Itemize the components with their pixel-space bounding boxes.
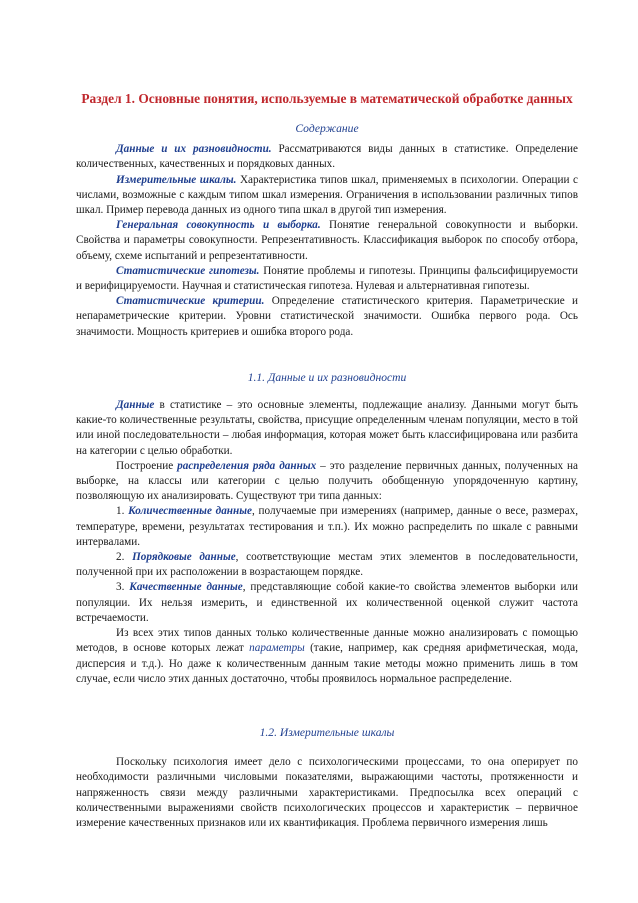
term: распределения ряда данных (177, 459, 317, 472)
list-item-number: 1. (116, 505, 129, 518)
list-item-number: 2. (116, 551, 133, 564)
contents-item-text: Рассматриваются виды данных в статистике. Определение количественных, качественных и порядковых данных. (76, 143, 578, 171)
contents-item-text: Определение статистического критерия. Параметрические и непараметрические критерии. Уровни статистической значимости. Ошибка первого рода. Ось значимости. Мощность критериев и ошибка второго рода. (76, 295, 578, 338)
term: параметры (249, 642, 305, 655)
term: Данные (116, 399, 155, 412)
paragraph-text: , соответствующие местам этих элементов в последовательности, полученной при их расположении в возрастающем порядке. (76, 551, 578, 579)
paragraph (76, 398, 578, 459)
list-item (76, 504, 578, 550)
contents-item-text: Понятие генеральной совокупности и выборки. Свойства и параметры совокупности. Репрезентативность. Классификация выборок по способу отбора, объему, схеме испытаний и репрезентативности. (76, 219, 578, 262)
contents-list (76, 142, 578, 340)
section-heading: 1.2. Измерительные шкалы (259, 725, 395, 739)
contents-item-text: Характеристика типов шкал, применяемых в психологии. Операции с числами, возможные с каждым типом шкал измерения. Ограничения в использовании различных типов шкал. Пример перевода данных из одного типа шкал в другой тип измерения. (76, 173, 578, 217)
contents-item-term: Генеральная совокупность и выборка. (116, 219, 321, 232)
contents-item-term: Статистические критерии. (116, 295, 265, 308)
paragraph-text: Из всех этих типов данных только количественные данные можно анализировать с помощью методов, в основе которых лежат (76, 627, 578, 655)
term: Порядковые данные (132, 551, 236, 564)
contents-item-term: Измерительные шкалы. (116, 173, 237, 186)
document-title: Раздел 1. Основные понятия, используемые в математической обработке данных (81, 91, 573, 106)
paragraph-text: в статистике – это основные элементы, подлежащие анализу. Данными могут быть какие-то количественные результаты, свойства, присущие определенным членам популяции, место в той или иной последовательности – любая информация, которая может быть классифицирована или разбита на категории с целью обработки. (76, 399, 578, 457)
paragraph-text: (такие, например, как средняя арифметическая, мода, дисперсия и т.д.). Но даже к количественным данным такие методы можно применить лишь в том случае, если число этих данных достаточно, чтобы проявилось нормальное распределение. (76, 642, 578, 685)
section-body (76, 398, 578, 687)
contents-heading: Содержание (295, 122, 359, 135)
term: Количественные данные (128, 505, 252, 518)
section-body (76, 755, 578, 831)
term: Качественные данные (129, 581, 243, 594)
list-item (76, 580, 578, 626)
list-item (76, 550, 578, 580)
paragraph-text: – это разделение первичных данных, полученных на выборке, на классы или категории с целью получить обобщенную упорядоченную картину, позволяющую их анализировать. Существуют три типа данных: (76, 459, 578, 503)
paragraph (76, 626, 578, 687)
paragraph (76, 459, 578, 505)
paragraph-text: Построение (116, 459, 178, 472)
contents-item (76, 142, 578, 172)
contents-item (76, 173, 578, 219)
paragraph-text: , представляющие собой какие-то свойства элементов выборки или популяции. Их нельзя измерить, и единственной их количественной оценкой служит частота встречаемости. (76, 581, 579, 624)
list-item-number: 3. (116, 581, 130, 594)
paragraph: Поскольку психология имеет дело с психологическими процессами, то она оперирует по необходимости различными числовыми показателями, выражающими частоты, протяженности и напряженность связи между различными характеристиками. Предпосылка всех операций с количественными выражениями свойств психологических процессов и характеристик – первичное измерение качественных признаков или их квантификация. Проблема первичного измерения лишь (76, 756, 578, 829)
contents-item (76, 294, 578, 340)
contents-item (76, 218, 578, 264)
contents-item-term: Данные и их разновидности. (116, 143, 272, 156)
contents-item-text: Понятие проблемы и гипотезы. Принципы фальсифицируемости и верифицируемости. Научная и статистическая гипотеза. Нулевая и альтернативная гипотезы. (76, 264, 578, 293)
contents-item-term: Статистические гипотезы. (116, 264, 260, 277)
section-heading: 1.1. Данные и их разновидности (247, 370, 407, 384)
paragraph-text: , получаемые при измерениях (например, данные о весе, размерах, температуре, времени, результатах тестирования и т.п.). Их можно распределить по шкале с равными интервалами. (76, 505, 578, 548)
contents-item (76, 264, 578, 294)
